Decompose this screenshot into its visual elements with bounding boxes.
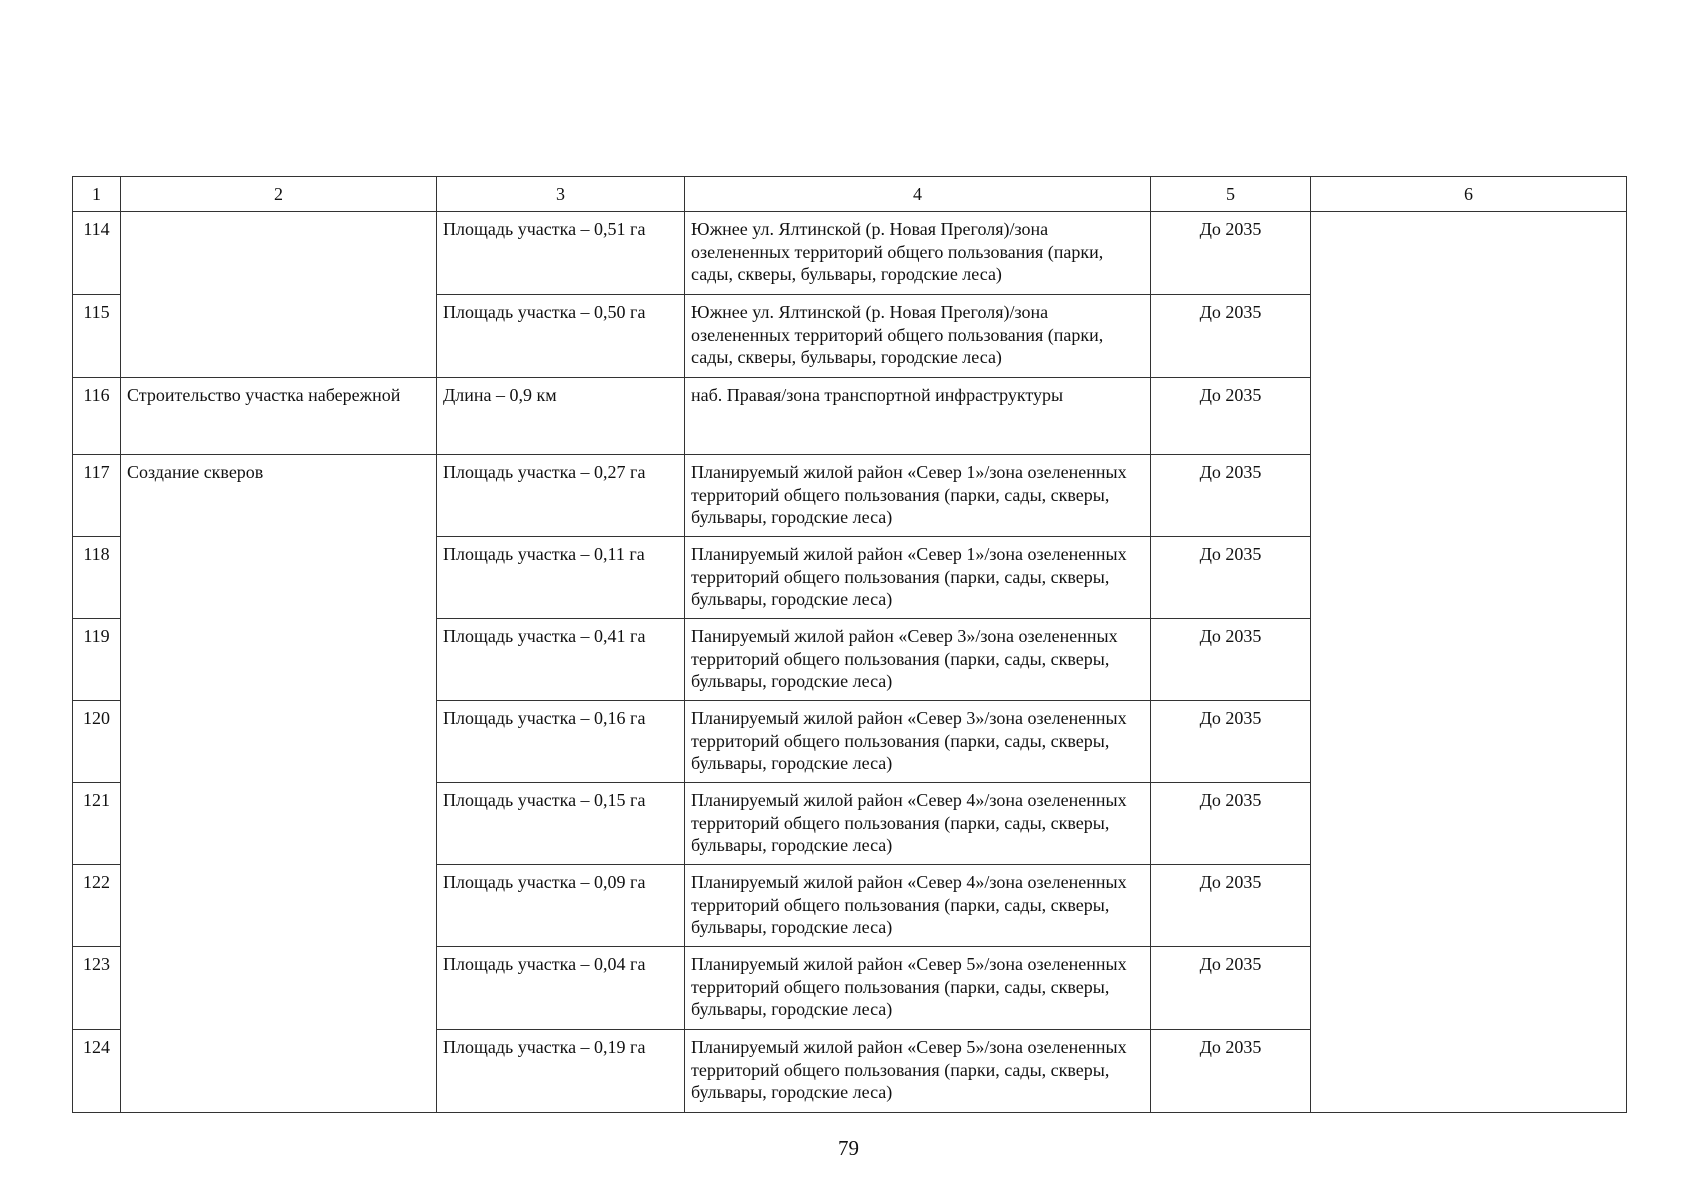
location-cell: Планируемый жилой район «Север 5»/зона озелененных территорий общего пользования (парки, сады, скверы, бульвары, городские леса) <box>685 947 1151 1030</box>
area-cell: Площадь участка – 0,27 га <box>437 455 685 537</box>
area-cell: Площадь участка – 0,19 га <box>437 1030 685 1113</box>
document-table <box>72 176 1627 1113</box>
term-cell: До 2035 <box>1151 619 1311 701</box>
row-number: 115 <box>73 295 121 378</box>
term-cell: До 2035 <box>1151 455 1311 537</box>
work-name-cell: Создание скверов <box>121 455 437 1113</box>
location-cell: Планируемый жилой район «Север 4»/зона озелененных территорий общего пользования (парки, сады, скверы, бульвары, городские леса) <box>685 865 1151 947</box>
location-cell: Планируемый жилой район «Север 1»/зона озелененных территорий общего пользования (парки, сады, скверы, бульвары, городские леса) <box>685 537 1151 619</box>
column-6-cell <box>1311 212 1627 1113</box>
row-number: 122 <box>73 865 121 947</box>
row-number: 123 <box>73 947 121 1030</box>
location-cell: Южнее ул. Ялтинской (р. Новая Преголя)/зона озелененных территорий общего пользования (парки, сады, скверы, бульвары, городские леса) <box>685 212 1151 295</box>
location-cell: Планируемый жилой район «Север 3»/зона озелененных территорий общего пользования (парки, сады, скверы, бульвары, городские леса) <box>685 701 1151 783</box>
area-cell: Площадь участка – 0,04 га <box>437 947 685 1030</box>
location-cell: Панируемый жилой район «Север 3»/зона озелененных территорий общего пользования (парки, сады, скверы, бульвары, городские леса) <box>685 619 1151 701</box>
header-cell-1: 1 <box>73 177 121 212</box>
term-cell: До 2035 <box>1151 1030 1311 1113</box>
area-cell: Площадь участка – 0,16 га <box>437 701 685 783</box>
header-cell-5: 5 <box>1151 177 1311 212</box>
row-number: 119 <box>73 619 121 701</box>
header-cell-4: 4 <box>685 177 1151 212</box>
row-number: 121 <box>73 783 121 865</box>
term-cell: До 2035 <box>1151 537 1311 619</box>
term-cell: До 2035 <box>1151 378 1311 455</box>
row-number: 114 <box>73 212 121 295</box>
area-cell: Площадь участка – 0,50 га <box>437 295 685 378</box>
location-cell: Планируемый жилой район «Север 5»/зона озелененных территорий общего пользования (парки, сады, скверы, бульвары, городские леса) <box>685 1030 1151 1113</box>
term-cell: До 2035 <box>1151 947 1311 1030</box>
row-number: 117 <box>73 455 121 537</box>
location-cell: Южнее ул. Ялтинской (р. Новая Преголя)/зона озелененных территорий общего пользования (парки, сады, скверы, бульвары, городские леса) <box>685 295 1151 378</box>
row-number: 116 <box>73 378 121 455</box>
location-cell: наб. Правая/зона транспортной инфраструктуры <box>685 378 1151 455</box>
area-cell: Площадь участка – 0,15 га <box>437 783 685 865</box>
row-number: 124 <box>73 1030 121 1113</box>
header-cell-3: 3 <box>437 177 685 212</box>
area-cell: Площадь участка – 0,09 га <box>437 865 685 947</box>
term-cell: До 2035 <box>1151 865 1311 947</box>
area-cell: Длина – 0,9 км <box>437 378 685 455</box>
row-number: 120 <box>73 701 121 783</box>
area-cell: Площадь участка – 0,41 га <box>437 619 685 701</box>
table-row <box>73 212 1627 295</box>
term-cell: До 2035 <box>1151 701 1311 783</box>
work-name-cell <box>121 212 437 378</box>
header-cell-6: 6 <box>1311 177 1627 212</box>
header-cell-2: 2 <box>121 177 437 212</box>
term-cell: До 2035 <box>1151 212 1311 295</box>
term-cell: До 2035 <box>1151 295 1311 378</box>
location-cell: Планируемый жилой район «Север 1»/зона озелененных территорий общего пользования (парки, сады, скверы, бульвары, городские леса) <box>685 455 1151 537</box>
area-cell: Площадь участка – 0,51 га <box>437 212 685 295</box>
work-name-cell: Строительство участка набережной <box>121 378 437 455</box>
table-header-row <box>73 177 1627 212</box>
row-number: 118 <box>73 537 121 619</box>
term-cell: До 2035 <box>1151 783 1311 865</box>
page-number: 79 <box>838 1136 859 1160</box>
location-cell: Планируемый жилой район «Север 4»/зона озелененных территорий общего пользования (парки, сады, скверы, бульвары, городские леса) <box>685 783 1151 865</box>
area-cell: Площадь участка – 0,11 га <box>437 537 685 619</box>
